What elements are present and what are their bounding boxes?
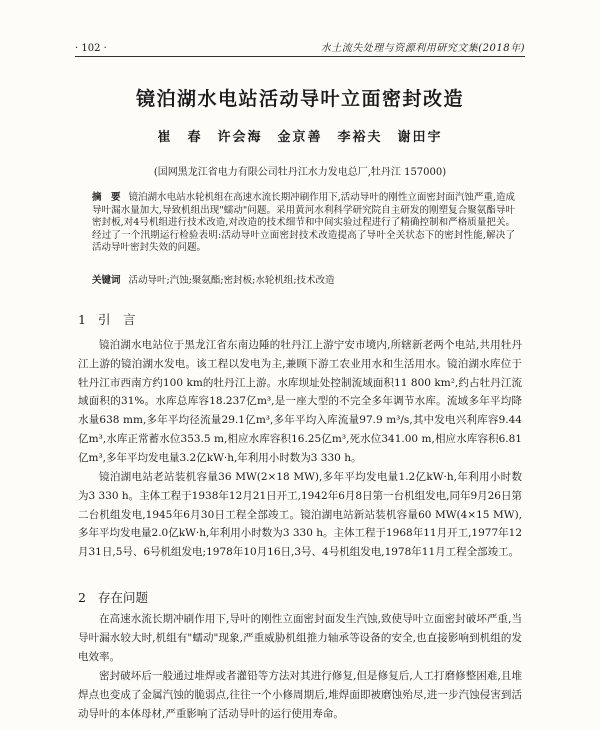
running-header [75, 40, 525, 54]
journal-title: 水土流失处理与资源利用研究文集(2018年) [320, 43, 525, 54]
abstract [92, 192, 515, 255]
section-title: 存在问题 [97, 590, 148, 605]
section-number: 1 [78, 312, 86, 327]
keywords-label: 关键词 [92, 275, 121, 286]
body-paragraph: 密封破坏后一般通过堆焊或者灌铅等方法对其进行修复,但是修复后,人工打磨修整困难,且堆焊点也变成了金属汽蚀的脆弱点,往往一个小修周期后,堆焊面即被磨蚀殆尽,进一步汽蚀侵害到活动导叶的本体母材,严重影响了活动导叶的运行使用寿命。 [78, 670, 522, 720]
page-number: · 102 · [75, 43, 107, 54]
keywords-text: 活动导叶;汽蚀;聚氨酯;密封板;水轮机组;技术改造 [128, 275, 335, 286]
body-paragraph: 镜泊湖电站老站装机容量36 MW(2×18 MW),多年平均发电量1.2亿kW·h,年利用小时数为3 330 h。主体工程于1938年12月21日开工,1942年6月8日第一台机组发电,同年9月26日第二台机组发电,1945年6月30日工程全部竣工。镜泊湖电站新站装机容量60 MW(4×15 MW),多年平均发电量2.0亿kW·h,年利用小时数为3 330 h。主体工程于1968年11月开工,1977年12月31日,5号、6号机组发电;1978年10月16日,3号、4号机组发电,1978年11月工程全部竣工。 [78, 471, 522, 559]
keywords [92, 272, 515, 286]
section-number: 2 [78, 590, 86, 605]
authors: 崔 春 许会海 金京善 李裕夫 谢田宇 [157, 130, 443, 145]
body-paragraph: 镜泊湖水电站位于黑龙江省东南边陲的牡丹江上游宁安市境内,所辖新老两个电站,共用牡丹江上游的镜泊湖水发电。该工程以发电为主,兼顾下游工农业用水和生活用水。镜泊湖水库位于牡丹江市西南方约100 km的牡丹江上游。水库坝址处控制流域面积11 800 km²,约占牡丹江流域面积的31%。水库总库容18.237亿m³,是一座大型的不完全多年调节水库。流域多年平均降水量638 mm,多年平均径流量29.1亿m³,多年平均入库流量97.9 m³/s,其中发电兴利库容9.44亿m³,水库正常蓄水位353.5 m,相应水库容积16.25亿m³,死水位341.00 m,相应水库容积6.81亿m³,多年平均发电量3.2亿kW·h,年利用小时数为3 330 h。 [78, 339, 522, 464]
paper-title: 镜泊湖水电站活动导叶立面密封改造 [135, 88, 464, 110]
abstract-label: 摘 要 [92, 192, 121, 203]
section-title: 引 言 [97, 312, 136, 327]
affiliation: (国网黑龙江省电力有限公司牡丹江水力发电总厂,牡丹江 157000) [153, 167, 447, 178]
section-heading-introduction [78, 310, 135, 328]
section-heading-problems [78, 588, 148, 606]
abstract-text: 镜泊湖水电站水轮机组在高速水流长期冲刷作用下,活动导叶的刚性立面密封面汽蚀严重,造成导叶漏水量加大,导致机组出现"蠕动"问题。采用黄河水利科学研究院自主研发的刚塑复合聚氨酯导叶密封板,对4号机组进行技术改造,对改造的技术细节和中间实验过程进行了精确控制和严格质量把关。经过了一个汛期运行检验表明:活动导叶立面密封技术改造提高了导叶全关状态下的密封性能,解决了活动导叶密封失效的问题。 [92, 192, 515, 253]
header-rule [75, 56, 525, 57]
body-paragraph: 在高速水流长期冲刷作用下,导叶的刚性立面密封面发生汽蚀,致使导叶立面密封破坏严重,当导叶漏水较大时,机组有"蠕动"现象,严重威胁机组推力轴承等设备的安全,也直接影响到机组的发电效率。 [78, 613, 522, 663]
